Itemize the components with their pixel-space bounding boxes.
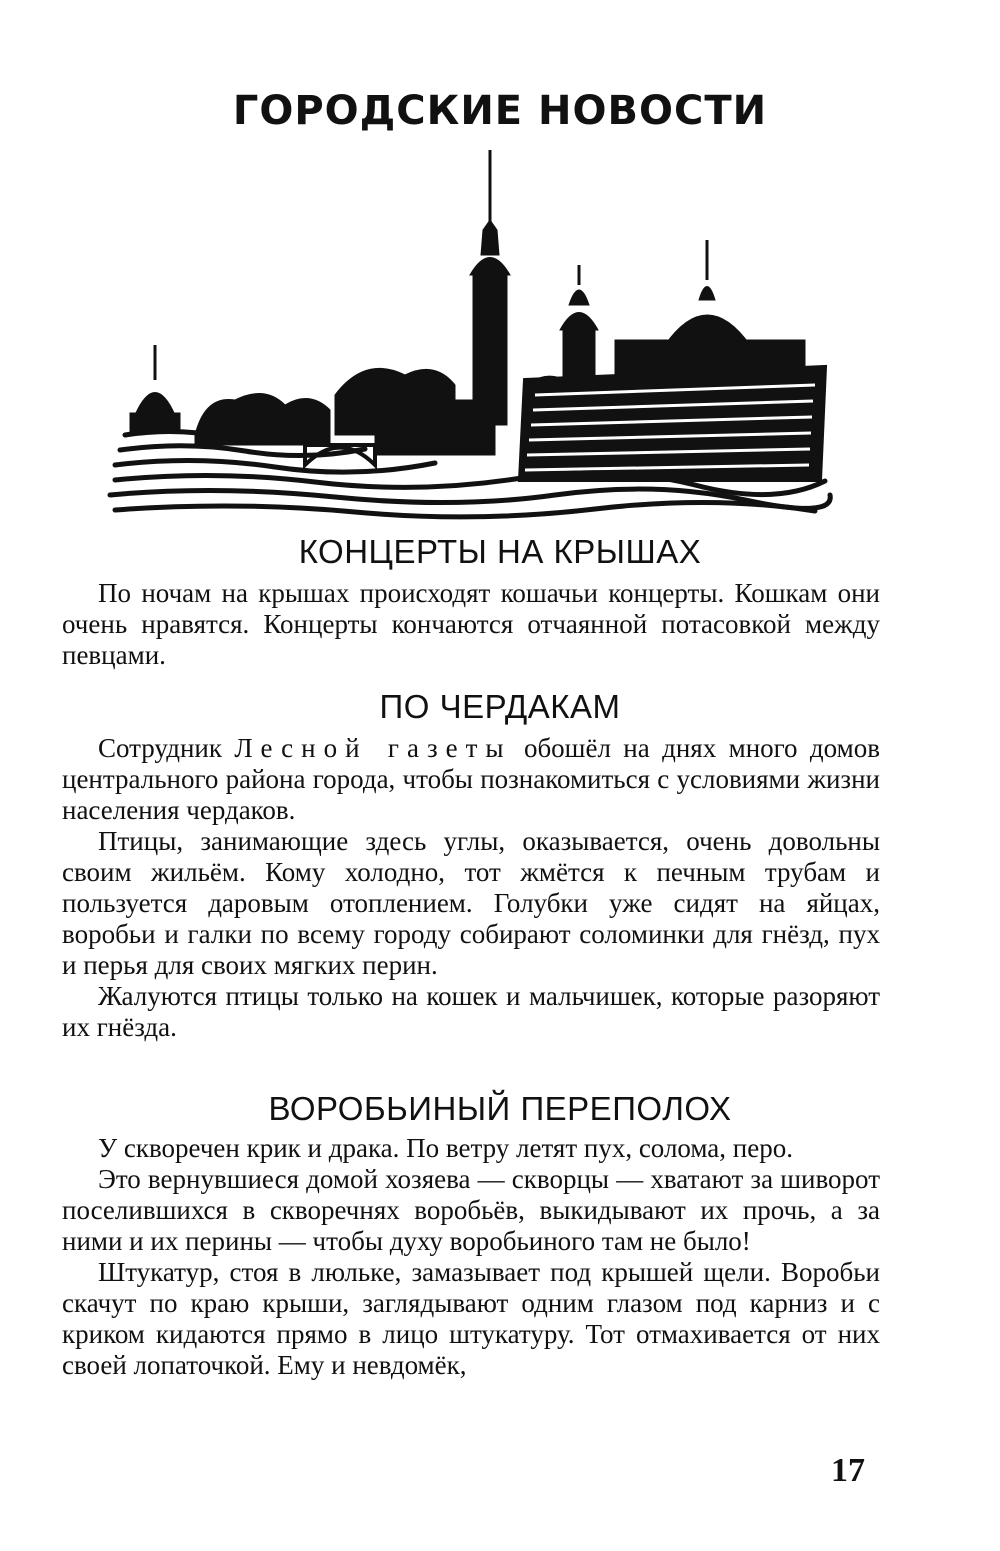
paragraph: Это вернувшиеся домой хозяева — скворцы — хватают за шиворот поселившихся в скворечнях воробьёв, выкидывают их прочь, а за ними и их перины — чтобы духу воробьиного там не было! bbox=[62, 1164, 880, 1256]
section-heading-attics: ПО ЧЕРДАКАМ bbox=[379, 688, 621, 725]
section-body-sparrows bbox=[62, 1133, 880, 1381]
paragraph: Жалуются птицы только на кошек и мальчишек, которые разоряют их гнёзда. bbox=[62, 981, 880, 1042]
section-heading-concerts: КОНЦЕРТЫ НА КРЫШАХ bbox=[298, 533, 702, 570]
section-heading-sparrows: ВОРОБЬИНЫЙ ПЕРЕПОЛОХ bbox=[268, 1090, 732, 1127]
paragraph bbox=[62, 733, 880, 826]
paragraph: Птицы, занимающие здесь углы, оказывается, очень довольны своим жильём. Кому холодно, тот жмётся к печным трубам и пользуется даровым отоплением. Голубки уже сидят на яйцах, воробьи и галки по всему городу собирают соломинки для гнёзд, пух и перья для своих мягких перин. bbox=[62, 826, 880, 980]
paragraph: Штукатур, стоя в люльке, замазывает под крышей щели. Воробьи скачут по краю крыши, заглядывают одним глазом под карниз и с криком кидаются прямо в лицо штукатуру. Тот отмахивается от них своей лопаточкой. Ему и невдомёк, bbox=[62, 1257, 880, 1380]
text-run: обошёл на днях много домов центрального района города, чтобы познакомиться с условиями жизни населения чердаков. bbox=[62, 733, 880, 825]
section-body-attics bbox=[62, 733, 880, 1043]
page-title: ГОРОДСКИЕ НОВОСТИ bbox=[232, 88, 768, 134]
text-run: Сотрудник bbox=[98, 733, 235, 763]
paragraph: По ночам на крышах происходят кошачьи концерты. Кошкам они очень нравятся. Концерты кончаются отчаянной потасовкой между певцами. bbox=[62, 578, 880, 670]
paragraph: У скворечен крик и драка. По ветру летят пух, солома, перо. bbox=[98, 1133, 793, 1163]
city-skyline-illustration bbox=[95, 145, 835, 520]
section-body-concerts bbox=[62, 578, 880, 671]
newspaper-name: Лесной газеты bbox=[234, 733, 512, 763]
page-number: 17 bbox=[831, 1452, 865, 1489]
